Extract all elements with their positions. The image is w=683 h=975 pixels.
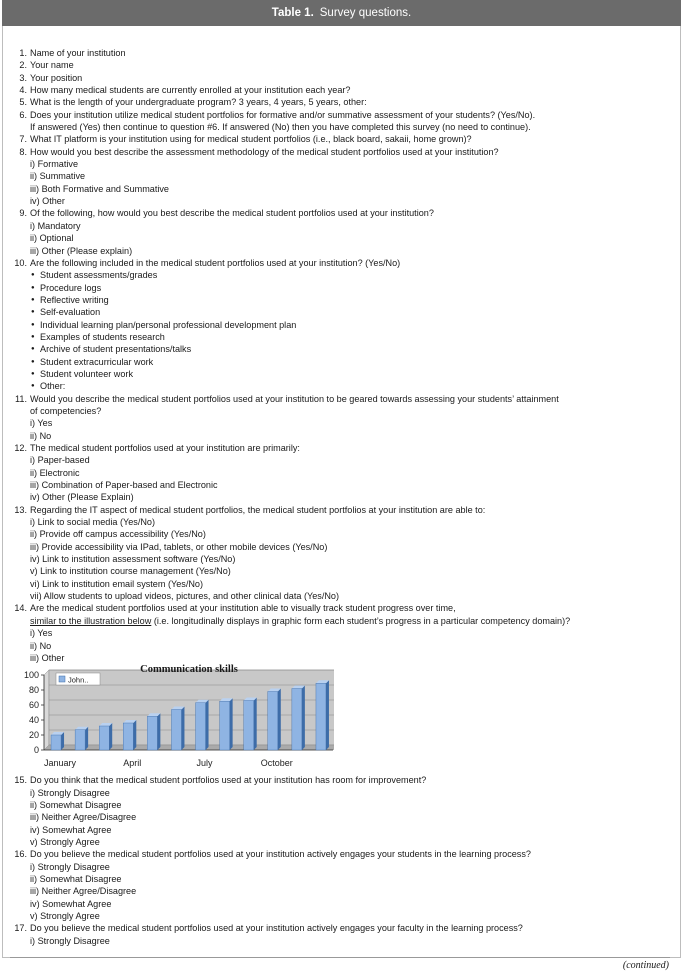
question-text-rest: (i.e. longitudinally displays in graphic form each student’s progress in a particular competency domain)?	[151, 615, 571, 626]
question-9	[10, 207, 670, 219]
chart-bar-side	[61, 732, 64, 750]
chart-y-tick-label: 20	[28, 730, 39, 741]
answer-option: i) Mandatory	[30, 220, 81, 231]
question-text-continued: If answered (Yes) then continue to question #6. If answered (No) then you have completed this survey (no need to continue).	[30, 122, 531, 133]
answer-option: ii) Optional	[30, 233, 74, 244]
chart-bar-side	[302, 686, 305, 751]
chart-y-tick-label: 40	[28, 715, 39, 726]
chart-y-tick-label: 100	[23, 670, 39, 681]
chart-bar	[196, 703, 206, 750]
answer-option: i) Strongly Disagree	[30, 935, 110, 946]
chart-svg	[14, 664, 334, 774]
chart-communication-skills	[14, 664, 670, 774]
chart-y-tick-label: 60	[28, 700, 39, 711]
chart-bar-side	[133, 720, 136, 750]
question-1	[10, 47, 670, 59]
answer-option: ii) Provide off campus accessibility (Yes/No)	[30, 529, 206, 540]
question-number: 9.	[19, 208, 27, 219]
question-text: Your position	[30, 72, 83, 83]
survey-question-list	[10, 47, 670, 947]
question-number: 4.	[19, 85, 27, 96]
question-number: 16.	[14, 849, 27, 860]
answer-option: i) Paper-based	[30, 455, 90, 466]
bullet-item: ● Individual learning plan/personal professional development plan	[10, 319, 670, 331]
question-text: Of the following, how would you best describe the medical student portfolios used at your institution?	[30, 208, 434, 219]
answer-option: v) Strongly Agree	[30, 910, 100, 921]
answer-option: i) Link to social media (Yes/No)	[30, 517, 156, 528]
table-label: Table 1.	[271, 7, 314, 19]
question-text: Are the following included in the medical student portfolios used at your institution? (Yes/No)	[30, 257, 401, 268]
chart-y-tick-label: 0	[33, 745, 39, 756]
bullet-item: ● Examples of students research	[10, 331, 670, 343]
question-4	[10, 84, 670, 96]
question-text-continued	[10, 615, 670, 627]
question-number: 12.	[14, 443, 27, 453]
answer-option: i) Yes	[30, 628, 53, 639]
question-text: What IT platform is your institution using for medical student portfolios (i.e., black board, sakaii, home grown)?	[30, 134, 472, 145]
answer-option: iii) Neither Agree/Disagree	[30, 886, 137, 897]
chart-x-tick-label: January	[44, 758, 77, 769]
question-text: Would you describe the medical student portfolios used at your institution to be geared towards assessing your students’ attainment	[30, 393, 559, 404]
chart-x-tick-label: July	[196, 758, 213, 769]
chart-bar-side	[85, 727, 88, 750]
question-14	[10, 602, 670, 614]
question-text: Are the medical student portfolios used at your institution able to visually track student progress over time,	[30, 603, 456, 614]
answer-option: iv) Link to institution assessment software (Yes/No)	[30, 554, 236, 565]
answer-option: i) Strongly Disagree	[30, 787, 110, 798]
answer-option: i) Strongly Disagree	[30, 861, 110, 872]
answer-option: iv) Other	[30, 196, 65, 207]
question-7	[10, 133, 670, 145]
question-text: What is the length of your undergraduate program? 3 years, 4 years, 5 years, other:	[30, 97, 367, 108]
question-8	[10, 146, 670, 158]
continued-note: (continued)	[622, 960, 669, 971]
chart-y-tick-label: 80	[28, 685, 39, 696]
chart-bar	[268, 692, 278, 751]
bullet-item: ● Student volunteer work	[10, 368, 670, 380]
question-2	[10, 59, 670, 71]
question-number: 15.	[14, 775, 27, 786]
question-6	[10, 109, 670, 121]
question-17	[10, 922, 670, 934]
chart-bar	[292, 689, 302, 751]
answer-option: iii) Neither Agree/Disagree	[30, 812, 137, 823]
answer-option: vi) Link to institution email system (Yes/No)	[30, 578, 204, 589]
question-number: 2.	[19, 60, 27, 71]
chart-legend-label: John..	[68, 675, 89, 685]
bullet-item: ● Student extracurricular work	[10, 356, 670, 368]
answer-option: v) Link to institution course management (Yes/No)	[30, 566, 231, 577]
chart-side-wall	[44, 670, 49, 750]
bullet-item: ● Reflective writing	[10, 294, 670, 306]
answer-option: ii) Somewhat Disagree	[30, 873, 122, 884]
bullet-item: ● Self-evaluation	[10, 306, 670, 318]
chart-x-tick-label: October	[260, 758, 293, 769]
table-header	[2, 0, 681, 26]
chart-bar-side	[254, 698, 257, 751]
chart-bar-side	[230, 698, 233, 750]
answer-option: iii) Provide accessibility via IPad, tablets, or other mobile devices (Yes/No)	[30, 541, 328, 552]
question-text: Do you believe the medical student portfolios used at your institution actively engages your faculty in the learning process?	[30, 923, 523, 934]
answer-option: ii) No	[30, 640, 52, 651]
question-13	[10, 504, 670, 516]
question-number: 7.	[19, 134, 27, 145]
answer-option: ii) No	[30, 430, 52, 441]
chart-bar-side	[109, 723, 112, 750]
question-12	[10, 442, 670, 454]
chart-bar	[316, 683, 326, 750]
question-10	[10, 257, 670, 269]
chart-title: Communication skills	[140, 664, 238, 676]
question-number: 17.	[14, 923, 27, 934]
question-text: Your name	[30, 60, 74, 71]
chart-bar-side	[181, 707, 184, 751]
chart-bar	[99, 726, 109, 750]
question-number: 6.	[19, 109, 27, 120]
question-text: Do you believe the medical student portfolios used at your institution actively engages your students in the learning process?	[30, 849, 531, 860]
question-text: Does your institution utilize medical student portfolios for formative and/or summative assessment of your students? (Yes/No).	[30, 109, 536, 120]
chart-bar-side	[157, 713, 160, 750]
answer-option: ii) Electronic	[30, 467, 80, 478]
answer-option: iii) Other (Please explain)	[30, 245, 133, 256]
chart-bar	[51, 735, 61, 750]
answer-option: iii) Both Formative and Summative	[30, 183, 169, 194]
answer-option: ii) Summative	[30, 171, 86, 182]
chart-bar	[220, 701, 230, 750]
bullet-item: ● Procedure logs	[10, 282, 670, 294]
answer-option: i) Yes	[30, 418, 53, 429]
question-number: 3.	[19, 72, 27, 83]
question-11	[10, 393, 670, 405]
bullet-item: ● Archive of student presentations/talks	[10, 343, 670, 355]
answer-option: iii) Combination of Paper-based and Electronic	[30, 480, 218, 491]
question-text: Regarding the IT aspect of medical student portfolios, the medical student portfolios at your institution are able to:	[30, 504, 486, 515]
question-16	[10, 848, 670, 860]
answer-option: vii) Allow students to upload videos, pictures, and other clinical data (Yes/No)	[30, 591, 340, 602]
answer-option: v) Strongly Agree	[30, 836, 100, 847]
answer-option: i) Formative	[30, 159, 78, 170]
illustration-reference: similar to the illustration below	[30, 615, 152, 626]
chart-bar-side	[278, 689, 281, 751]
question-number: 10.	[14, 257, 27, 268]
answer-option: iii) Other	[30, 652, 65, 663]
chart-bar	[123, 723, 133, 750]
question-number: 8.	[19, 146, 27, 157]
question-5	[10, 96, 670, 108]
bullet-item: ● Student assessments/grades	[10, 269, 670, 281]
answer-option: ii) Somewhat Disagree	[30, 799, 122, 810]
chart-bar	[147, 716, 157, 750]
chart-bar	[244, 701, 254, 751]
bullet-item: ● Other:	[10, 380, 670, 392]
question-15	[10, 774, 670, 786]
question-number: 11.	[15, 393, 27, 404]
question-text: The medical student portfolios used at your institution are primarily:	[30, 443, 300, 453]
question-text: How many medical students are currently enrolled at your institution each year?	[30, 85, 351, 96]
question-number: 5.	[19, 97, 27, 108]
table-title: Survey questions.	[319, 7, 412, 19]
chart-legend-swatch	[59, 676, 65, 682]
answer-option: iv) Somewhat Agree	[30, 898, 112, 909]
question-text: Name of your institution	[30, 48, 126, 58]
question-text-continued: of competencies?	[30, 405, 102, 416]
question-number: 13.	[14, 504, 27, 515]
question-text: How would you best describe the assessment methodology of the medical student portfolios used at your institution?	[30, 146, 499, 157]
question-3	[10, 72, 670, 84]
question-number: 14.	[14, 603, 27, 614]
chart-bar-side	[326, 680, 329, 750]
bottom-rule	[10, 957, 670, 958]
chart-x-tick-label: April	[123, 758, 142, 769]
question-text: Do you think that the medical student portfolios used at your institution has room for improvement?	[30, 775, 427, 786]
question-number: 1.	[19, 48, 27, 58]
answer-option: iv) Other (Please Explain)	[30, 492, 134, 503]
chart-bar	[171, 710, 181, 751]
chart-bar	[75, 730, 85, 750]
chart-bar-side	[206, 700, 209, 750]
answer-option: iv) Somewhat Agree	[30, 824, 112, 835]
